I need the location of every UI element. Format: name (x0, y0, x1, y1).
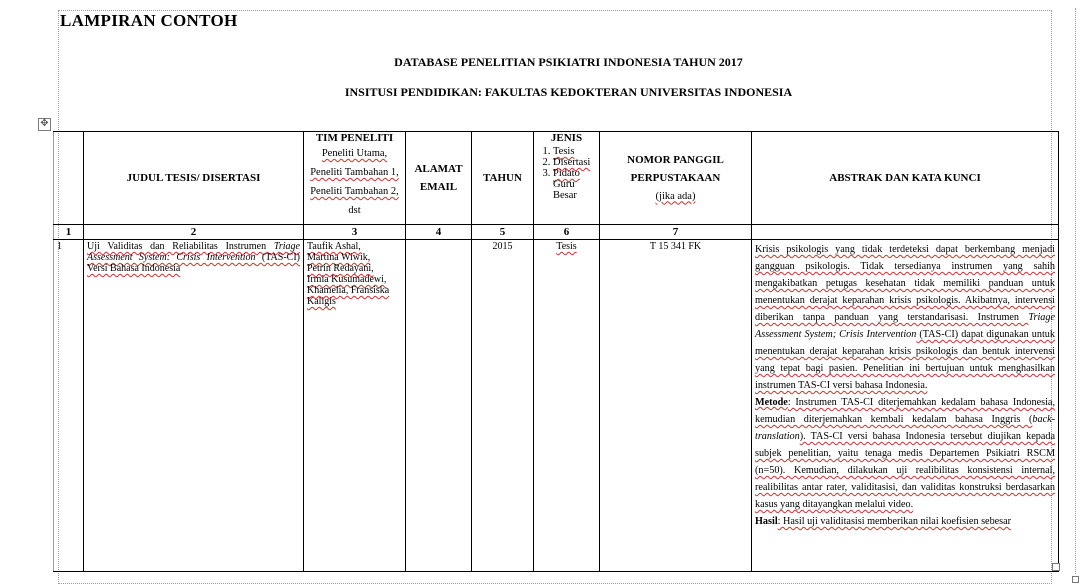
alamat-line2: EMAIL (419, 181, 458, 193)
header-abstrak: ABSTRAK DAN KATA KUNCI (752, 132, 1059, 225)
row-judul: Uji Validitas dan Reliabilitas Instrumen Triage Assessment System: Crisis Intervention (TAS-CI) Versi Bahasa Indonesia (84, 240, 304, 572)
header-label: LAMPIRAN CONTOH (60, 11, 238, 30)
column-number-row (54, 225, 1059, 240)
column-number-5: 5 (472, 225, 534, 240)
tim-member: Taufik Ashal, (307, 241, 361, 252)
row-tim (304, 240, 406, 572)
tim-sub-list (307, 144, 402, 220)
row-nomor: T 15 341 FK (600, 240, 752, 572)
metode-label: Metode (755, 397, 788, 408)
header-judul: JUDUL TESIS/ DISERTASI (84, 132, 304, 225)
column-number-blank (752, 225, 1059, 240)
tim-title: TIM PENELITI (315, 132, 394, 144)
header-cell-blank (54, 132, 84, 225)
jenis-item-4: Guru (553, 179, 575, 190)
header-tahun: TAHUN (472, 132, 534, 225)
nomor-sub: (jika ada) (655, 190, 696, 202)
abstract-text: Krisis psikologis yang tidak terdeteksi dapat berkembang menjadi gangguan psikologis. Tidak tersedianya instrumen yang sahih mengakibatkan petugas kesehatan tidak memiliki panduan untuk menentukan derajat keparahan krisis psikologis. Akibatnya, intervensi diberikan tanpa panduan yang terstandarisasi. Instrumen Triage Assessment System; Crisis Intervention (TAS-CI) dapat digunakan untuk menentukan derajat keparahan krisis psikologis dan bentuk intervensi yang tepat bagi pasien. Penelitian ini bertujuan untuk menghasilkan instrumen TAS-CI versi bahasa Indonesia. Metode: Instrumen TAS-CI diterjemahkan kedalam bahasa Indonesia, kemudian diterjemahkan kembali kedalam bahasa Inggris (back-translation). TAS-CI versi bahasa Indonesia tersebut diujikan kepada subjek penelitian, yaitu tenaga medis Departemen Psikiatri RSCM (n=50). Kemudian, dilakukan uji realibilitas konsistensi internal, realibilitas antar rater, validitasisi, dan validitas konstruksi berdasarkan kasus yang ditayangkan melalui video. Hasil: Hasil uji validitasisi memberikan nilai koefisien sebesar (755, 244, 1055, 527)
tim-member: Martina Wiwik, (307, 252, 371, 263)
tim-member: Khamelia, Fransiska (307, 285, 390, 296)
column-number-7: 7 (600, 225, 752, 240)
jenis-item-1: Tesis (553, 146, 575, 157)
row-abstrak (752, 240, 1059, 572)
jenis-title: JENIS (550, 132, 583, 144)
hasil-label: Hasil (755, 516, 778, 527)
column-number-4: 4 (406, 225, 472, 240)
row-number: 1 (54, 240, 84, 572)
jenis-list (537, 146, 596, 201)
table-resize-handle[interactable] (1052, 563, 1060, 571)
jenis-item-2: Disertasi (553, 157, 591, 168)
margin-corner-marker (1072, 576, 1079, 583)
row-alamat (406, 240, 472, 572)
tim-sub-1: Peneliti Utama, (321, 148, 388, 159)
tim-member: Irmia Kusumadewi, (307, 274, 387, 285)
nomor-line2: PERPUSTAKAAN (630, 171, 721, 184)
tim-sub-3: Peneliti Tambahan 2, (310, 186, 399, 197)
tim-sub-2: Peneliti Tambahan 1, (310, 167, 399, 178)
research-database-table (53, 131, 1059, 572)
column-number-2: 2 (84, 225, 304, 240)
jenis-item-3: Pidato (553, 168, 580, 179)
column-number-6: 6 (534, 225, 600, 240)
table-header-row (54, 132, 1059, 225)
tim-member: Kaligis (307, 296, 336, 307)
row-jenis: Tesis (534, 240, 600, 572)
table-row (54, 240, 1059, 572)
alamat-line1: ALAMAT (414, 163, 463, 175)
tim-member: Petrin Redayani, (307, 263, 374, 274)
jenis-item-5: Besar (553, 190, 577, 201)
database-title: DATABASE PENELITIAN PSIKIATRI INDONESIA TAHUN 2017 (394, 55, 743, 69)
row-tahun: 2015 (472, 240, 534, 572)
header-jenis (534, 132, 600, 225)
move-cross-icon[interactable]: ✥ (38, 118, 51, 131)
header-tim-peneliti (304, 132, 406, 225)
column-number-3: 3 (304, 225, 406, 240)
header-nomor-panggil (600, 132, 752, 225)
institution-title: INSITUSI PENDIDIKAN: FAKULTAS KEDOKTERAN UNIVERSITAS INDONESIA (344, 85, 793, 99)
nomor-line1: NOMOR PANGGIL (627, 153, 724, 166)
tim-sub-4: dst (348, 205, 361, 216)
column-number-1: 1 (54, 225, 84, 240)
header-alamat-email (406, 132, 472, 225)
